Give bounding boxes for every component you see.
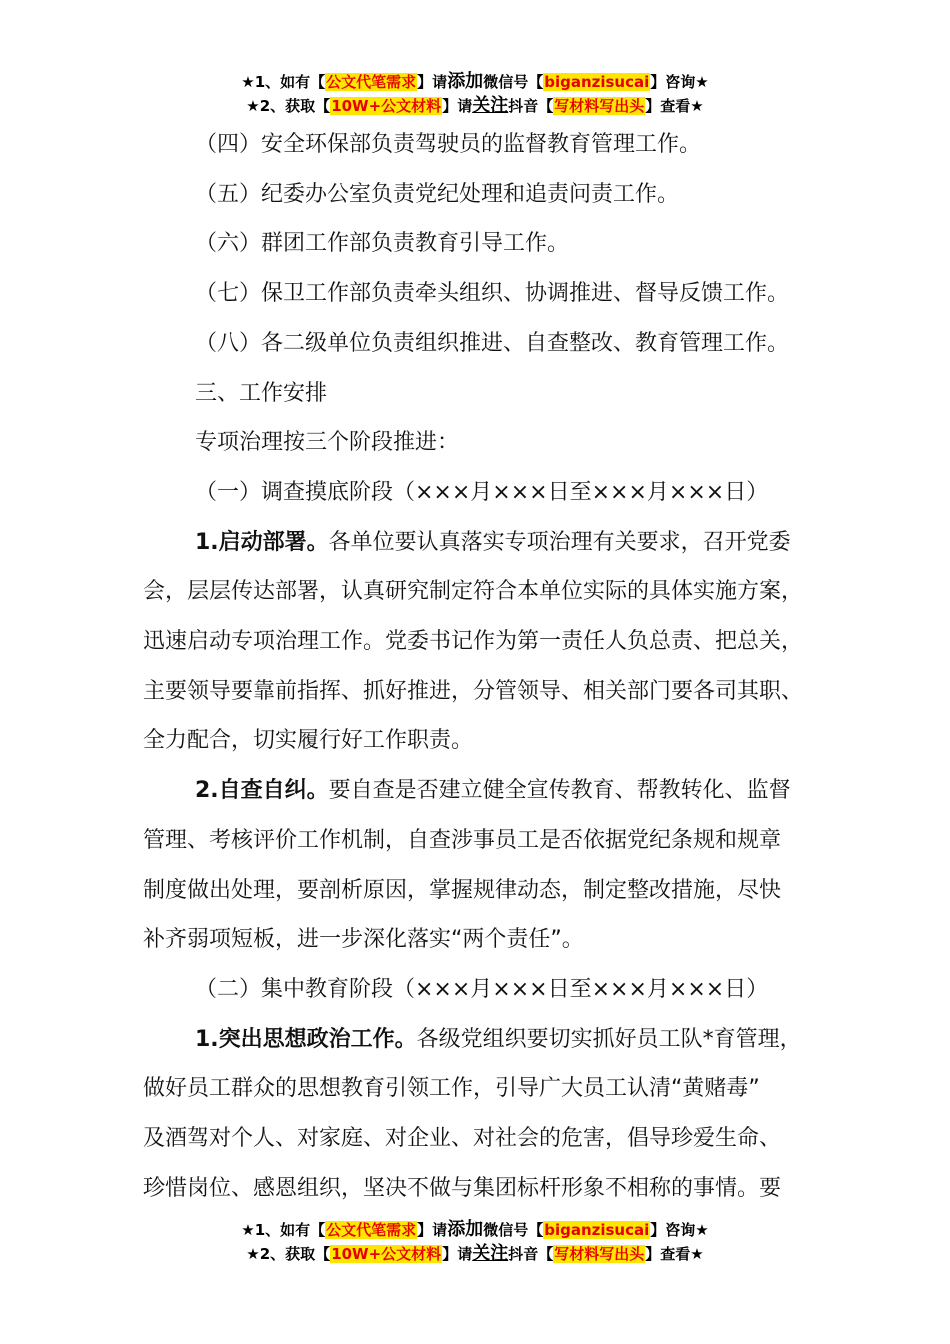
banner-line-2 bbox=[0, 94, 950, 118]
banner-text: 抖音【 bbox=[508, 1245, 554, 1263]
banner-text: 】咨询★ bbox=[650, 73, 709, 91]
line-text: 各级党组织要切实抓好员工队*育管理， bbox=[416, 1026, 802, 1052]
banner-text: ★1、如有【 bbox=[241, 1221, 326, 1239]
text-line bbox=[143, 1164, 823, 1214]
banner-emphasis: 添加 bbox=[447, 1219, 484, 1240]
line-text: 要自查是否建立健全宣传教育、帮教转化、监督 bbox=[328, 778, 791, 804]
line-text: 会，层层传达部署，认真研究制定符合本单位实际的具体实施方案， bbox=[143, 579, 804, 605]
line-text: （六）群团工作部负责教育引导工作。 bbox=[195, 231, 570, 257]
text-line bbox=[143, 518, 823, 568]
banner-line-1 bbox=[0, 1218, 950, 1242]
bold-lead: 2.自查自纠。 bbox=[195, 778, 329, 804]
bottom-banner bbox=[0, 1218, 950, 1266]
banner-highlight: 10W+公文材料 bbox=[331, 1245, 442, 1263]
text-line bbox=[143, 1114, 823, 1164]
text-line bbox=[143, 120, 823, 170]
line-text: （二）集中教育阶段（×××月×××日至×××月×××日） bbox=[195, 976, 769, 1002]
line-text: （五）纪委办公室负责党纪处理和追责问责工作。 bbox=[195, 181, 680, 207]
line-text: 全力配合，切实履行好工作职责。 bbox=[143, 728, 474, 754]
line-text: 补齐弱项短板，进一步深化落实“两个责任”。 bbox=[143, 927, 584, 953]
banner-line-1 bbox=[0, 70, 950, 94]
banner-text: 】请 bbox=[417, 73, 448, 91]
banner-text: ★2、获取【 bbox=[246, 1245, 331, 1263]
line-text: 制度做出处理，要剖析原因，掌握规律动态，制定整改措施，尽快 bbox=[143, 877, 782, 903]
line-text: 管理、考核评价工作机制，自查涉事员工是否依据党纪条规和规章 bbox=[143, 827, 782, 853]
text-line bbox=[143, 816, 823, 866]
text-line bbox=[143, 1015, 823, 1065]
banner-text: 抖音【 bbox=[508, 97, 554, 115]
line-text: 各单位要认真落实专项治理有关要求，召开党委 bbox=[328, 529, 791, 555]
text-line bbox=[143, 766, 823, 816]
banner-text: 微信号【 bbox=[483, 1221, 544, 1239]
banner-highlight: 写材料写出头 bbox=[554, 1245, 645, 1263]
text-line bbox=[143, 418, 823, 468]
bold-lead: 1.突出思想政治工作。 bbox=[195, 1026, 417, 1052]
text-line bbox=[143, 567, 823, 617]
text-line bbox=[143, 667, 823, 717]
banner-text: 】咨询★ bbox=[650, 1221, 709, 1239]
text-line bbox=[143, 468, 823, 518]
text-line bbox=[143, 617, 823, 667]
text-line bbox=[143, 716, 823, 766]
text-line bbox=[143, 866, 823, 916]
banner-text: 】查看★ bbox=[645, 1245, 704, 1263]
line-text: （七）保卫工作部负责牵头组织、协调推进、督导反馈工作。 bbox=[195, 281, 790, 307]
banner-text: 】请 bbox=[417, 1221, 448, 1239]
line-text: 做好员工群众的思想教育引领工作，引导广大员工认清“黄赌毒” bbox=[143, 1076, 760, 1102]
line-text: 及酒驾对个人、对家庭、对企业、对社会的危害，倡导珍爱生命、 bbox=[143, 1126, 782, 1151]
text-line bbox=[143, 915, 823, 965]
line-text: （八）各二级单位负责组织推进、自查整改、教育管理工作。 bbox=[195, 330, 790, 356]
banner-text: 】请 bbox=[442, 97, 473, 115]
line-text: 主要领导要靠前指挥、抓好推进，分管领导、相关部门要各司其职、 bbox=[143, 678, 804, 704]
banner-text: ★2、获取【 bbox=[246, 97, 331, 115]
banner-text: 】查看★ bbox=[645, 97, 704, 115]
line-text: 珍惜岗位、感恩组织，坚决不做与集团标杆形象不相称的事情。要 bbox=[143, 1175, 782, 1201]
banner-emphasis: 添加 bbox=[447, 71, 484, 92]
banner-highlight: biganzisucai bbox=[544, 1221, 650, 1239]
banner-text: ★1、如有【 bbox=[241, 73, 326, 91]
text-line bbox=[143, 269, 823, 319]
line-text: 迅速启动专项治理工作。党委书记作为第一责任人负总责、把总关， bbox=[143, 629, 804, 654]
line-text: 三、工作安排 bbox=[195, 380, 328, 406]
top-banner bbox=[0, 70, 950, 118]
text-line bbox=[143, 170, 823, 220]
banner-highlight: 公文代笔需求 bbox=[326, 73, 417, 91]
banner-highlight: 写材料写出头 bbox=[554, 97, 645, 115]
text-line bbox=[143, 219, 823, 269]
text-line bbox=[143, 369, 823, 419]
banner-text: 微信号【 bbox=[483, 73, 544, 91]
line-text: 专项治理按三个阶段推进： bbox=[195, 430, 460, 456]
text-line bbox=[143, 1064, 823, 1114]
line-text: （四）安全环保部负责驾驶员的监督教育管理工作。 bbox=[195, 132, 702, 157]
banner-emphasis: 关注 bbox=[472, 95, 509, 116]
text-line bbox=[143, 965, 823, 1015]
banner-emphasis: 关注 bbox=[472, 1243, 509, 1264]
banner-line-2 bbox=[0, 1242, 950, 1266]
text-line bbox=[143, 319, 823, 369]
banner-text: 】请 bbox=[442, 1245, 473, 1263]
banner-highlight: biganzisucai bbox=[544, 73, 650, 91]
banner-highlight: 10W+公文材料 bbox=[331, 97, 442, 115]
line-text: （一）调查摸底阶段（×××月×××日至×××月×××日） bbox=[195, 479, 769, 505]
bold-lead: 1.启动部署。 bbox=[195, 529, 329, 555]
banner-highlight: 公文代笔需求 bbox=[326, 1221, 417, 1239]
